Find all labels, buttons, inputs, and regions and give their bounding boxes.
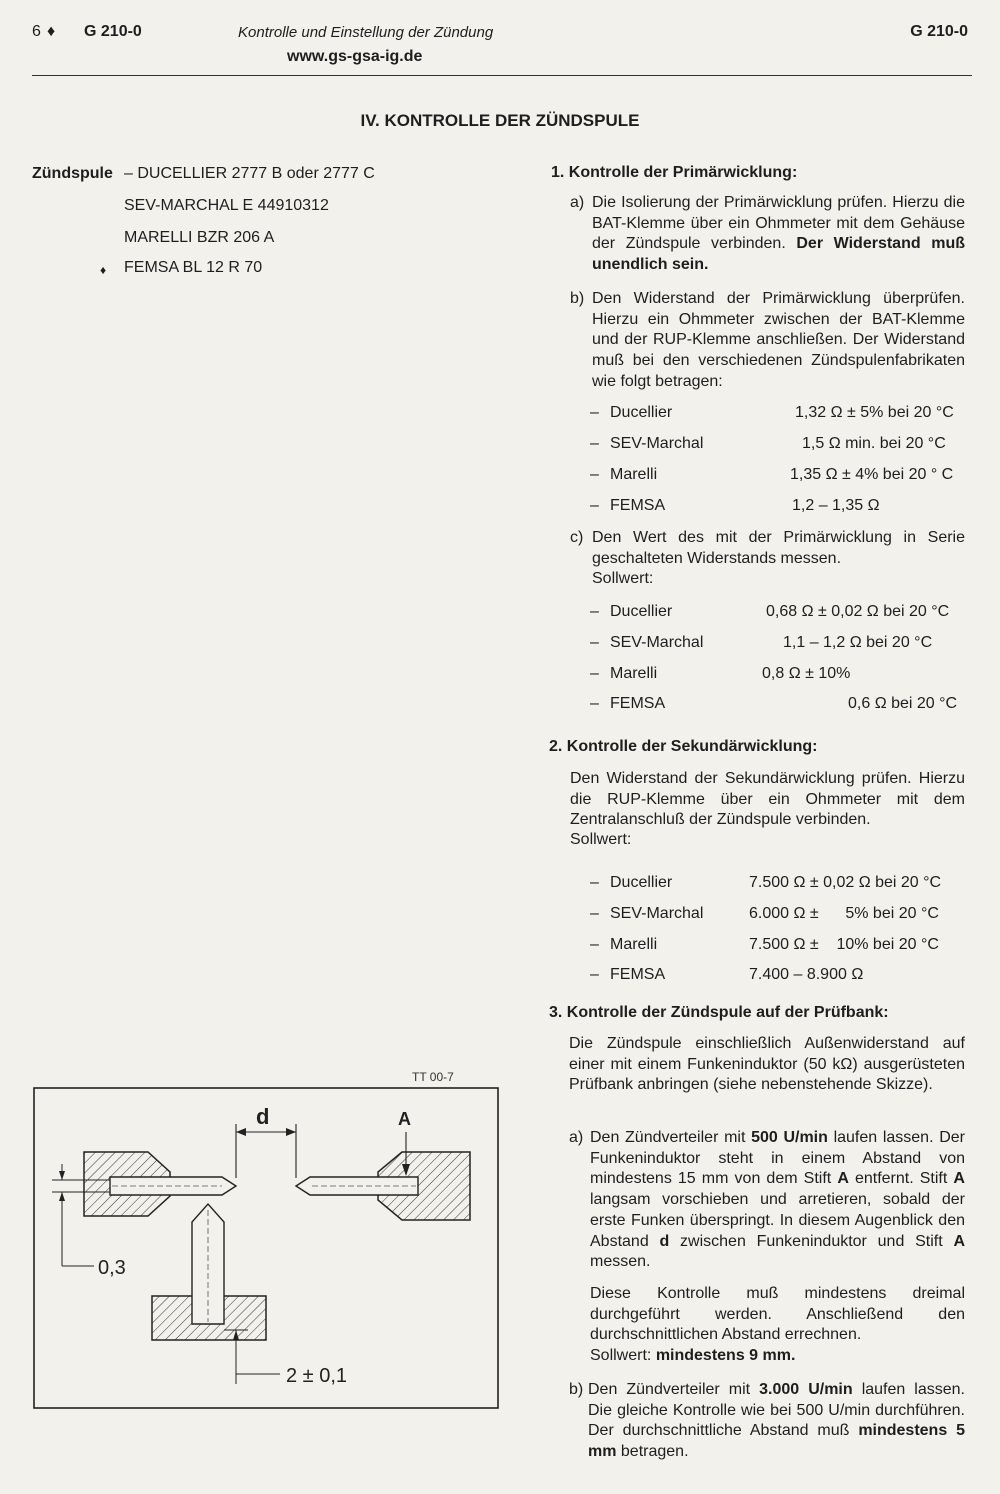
primary-c-text: Den Wert des mit der Primärwicklung in Serie geschalteten Widerstands messen. bbox=[592, 529, 965, 567]
page-number: 6 bbox=[32, 23, 41, 40]
dimension-d bbox=[236, 1104, 296, 1178]
primary-a-text: Die Isolierung der Primärwicklung prüfen. Hierzu die BAT-Klemme über ein Ohmmeter mit dem Gehäuse der Zündspule verbinden. Der Widerstand muß unendlich sein. bbox=[592, 194, 966, 274]
website-link[interactable]: www.gs-gsa-ig.de bbox=[287, 48, 423, 65]
coil-label: Zündspule bbox=[32, 165, 113, 182]
secondary-sollwert: Sollwert: bbox=[570, 831, 632, 848]
secondary-text: Den Widerstand der Sekundärwicklung prüfen. Hierzu die RUP-Klemme über ein Ohmmeter mit dem Zentralanschluß der Zündspule verbinden. bbox=[570, 770, 965, 829]
coil-bullet: ♦ bbox=[100, 263, 107, 277]
testbench-b-text: Den Zündverteiler mit 3.000 U/min laufen lassen. Die gleiche Kontrolle wie bei 500 U/min durchführen. Der durchschnittliche Abstand muß mindestens 5 mm betragen. bbox=[588, 1381, 966, 1461]
label-height: 2 ± 0,1 bbox=[286, 1365, 348, 1387]
chapter-title: Kontrolle und Einstellung der Zündung bbox=[238, 24, 494, 41]
primary-c-sollwert: Sollwert: bbox=[592, 570, 654, 587]
label-gap: 0,3 bbox=[98, 1257, 126, 1279]
coil-type-ducellier: – DUCELLIER 2777 B oder 2777 C bbox=[124, 165, 375, 182]
testbench-heading: 3. Kontrolle der Zündspule auf der Prüfbank: bbox=[549, 1004, 889, 1021]
vertical-electrode bbox=[152, 1204, 266, 1340]
testbench-a-text: Den Zündverteiler mit 500 U/min laufen lassen. Der Funkeninduktor steht in einem Abstand von mindestens 15 mm von dem Stift A entfernt. Stift A langsam vorschieben und arretieren, sobald der erste Funken überspringt. In diesem Augenblick den Abstand d zwischen Funkeninduktor und Stift A messen. bbox=[590, 1129, 965, 1271]
primary-b-marker: b) bbox=[570, 290, 585, 307]
secondary-heading: 2. Kontrolle der Sekundärwicklung: bbox=[549, 738, 818, 755]
label-d: d bbox=[256, 1104, 270, 1129]
doc-code-left: G 210-0 bbox=[84, 23, 142, 40]
testbench-note: Diese Kontrolle muß mindestens dreimal durchgeführt werden. Anschließend den durchschnittlichen Abstand errechnen. Sollwert: mindestens 9 mm. bbox=[590, 1285, 965, 1365]
header-separator: ♦ bbox=[47, 23, 56, 40]
testbench-b-marker: b) bbox=[569, 1381, 584, 1398]
manual-page: 6 ♦ G 210-0 Kontrolle und Einstellung der Zündung G 210-0 www.gs-gsa-ig.de IV. KONTROLLE DER ZÜNDSPULE Zündspule – DUCELLIER 2777 B oder 2777 C SEV-MARCHAL E 44910312 MARELLI BZR 206 A ♦ FEMSA BL 12 R 70 1. Kontrolle der Primärwicklung: a) Die Isolierung der Primärwicklung prüfen. Hierzu die BAT-Klemme über ein Ohmmeter mit dem Gehäuse der Zündspule verbinden. Der Widerstand muß unendlich sein. b) Den Widerstand der Primärwicklung überprüfen. Hierzu ein Ohmmeter zwischen der BAT-Klemme und der RUP-Klemme anschließen. Der Widerstand muß bei den verschiedenen Zündspulenfabrikaten wie folgt betragen: – Ducellier 1,32 Ω ± 5% bei 20 °C – SEV-Marchal 1,5 Ω min. bei 20 °C – Marelli 1,35 Ω ± 4% bei 20 ° C – FEMSA 1,2 – 1,35 Ω c) Den Wert des mit der Primärwicklung in Serie geschalteten Widerstands messen. Sollwert: – Ducellier 0,68 Ω ± 0,02 Ω bei 20 °C – SEV-Marchal 1,1 – 1,2 Ω bei 20 °C – Marelli 0,8 Ω ± 10% – FEMSA 0,6 Ω bei 20 °C 2. Kontrolle der Sekundärwicklung: Den Widerstand der Sekundärwicklung prüfen. Hierzu die RUP-Klemme über ein Ohmmeter mit dem Zentralanschluß der Zündspule verbinden. Sollwert: – Ducellier 7.500 Ω ± 0,02 Ω bei 20 °C – SEV-Marchal 6.000 Ω ± 5% bei 20 °C – Marelli 7.500 Ω ± 10% bei 20 °C – FEMSA 7.400 – 8.900 Ω 3. Kontrolle der Zündspule auf der Prüfbank: Die Zündspule einschließlich Außenwiderstand auf einer mit einem Funkeninduktor (50 kΩ) ausgerüsteten Prüfbank anbringen (siehe nebenstehende Skizze). a) Den Zündverteiler mit 500 U/min laufen lassen. Der Funkeninduktor steht in einem Abstand von mindestens 15 mm von dem Stift A entfernt. Stift A langsam vorschieben und arretieren, sobald der erste Funken überspringt. In diesem Augenblick den Abstand d zwischen Funkeninduktor und Stift A messen. Diese Kontrolle muß mindestens dreimal durchgeführt werden. Anschließend den durchschnittlichen Abstand errechnen. Sollwert: mindestens 9 mm. b) Den Zündverteiler mit 3.000 U/min laufen lassen. Die gleiche Kontrolle wie bei 500 U/min durchführen. Der durchschnittliche Abstand muß mindestens 5 mm betragen. TT 00-7 d A 0,3 2 ± 0,1 bbox=[0, 0, 1000, 1494]
coil-type-femsa: FEMSA BL 12 R 70 bbox=[124, 259, 263, 276]
primary-a-marker: a) bbox=[570, 194, 585, 211]
primary-b-text: Den Widerstand der Primärwicklung überprüfen. Hierzu ein Ohmmeter zwischen der BAT-Klemme und der RUP-Klemme anschließen. Der Widerstand muß bei den verschiedenen Zündspulenfabrikaten wie folgt betragen: bbox=[592, 290, 965, 390]
figure-ref: TT 00-7 bbox=[412, 1070, 454, 1084]
primary-c-marker: c) bbox=[570, 529, 584, 546]
section-title: IV. KONTROLLE DER ZÜNDSPULE bbox=[360, 111, 640, 130]
right-electrode-holder bbox=[296, 1152, 470, 1220]
testbench-a-marker: a) bbox=[569, 1129, 584, 1146]
figure-frame bbox=[34, 1088, 498, 1408]
coil-type-marelli: MARELLI BZR 206 A bbox=[124, 229, 275, 246]
coil-type-sev-marchal: SEV-MARCHAL E 44910312 bbox=[124, 197, 329, 214]
testbench-intro: Die Zündspule einschließlich Außenwiderstand auf einer mit einem Funkeninduktor (50 kΩ) ausgerüsteten Prüfbank anbringen (siehe nebenstehende Skizze). bbox=[569, 1035, 965, 1094]
primary-heading: 1. Kontrolle der Primärwicklung: bbox=[551, 164, 798, 181]
doc-code-right: G 210-0 bbox=[910, 23, 968, 40]
left-electrode-holder bbox=[84, 1152, 236, 1216]
label-a: A bbox=[398, 1109, 411, 1129]
